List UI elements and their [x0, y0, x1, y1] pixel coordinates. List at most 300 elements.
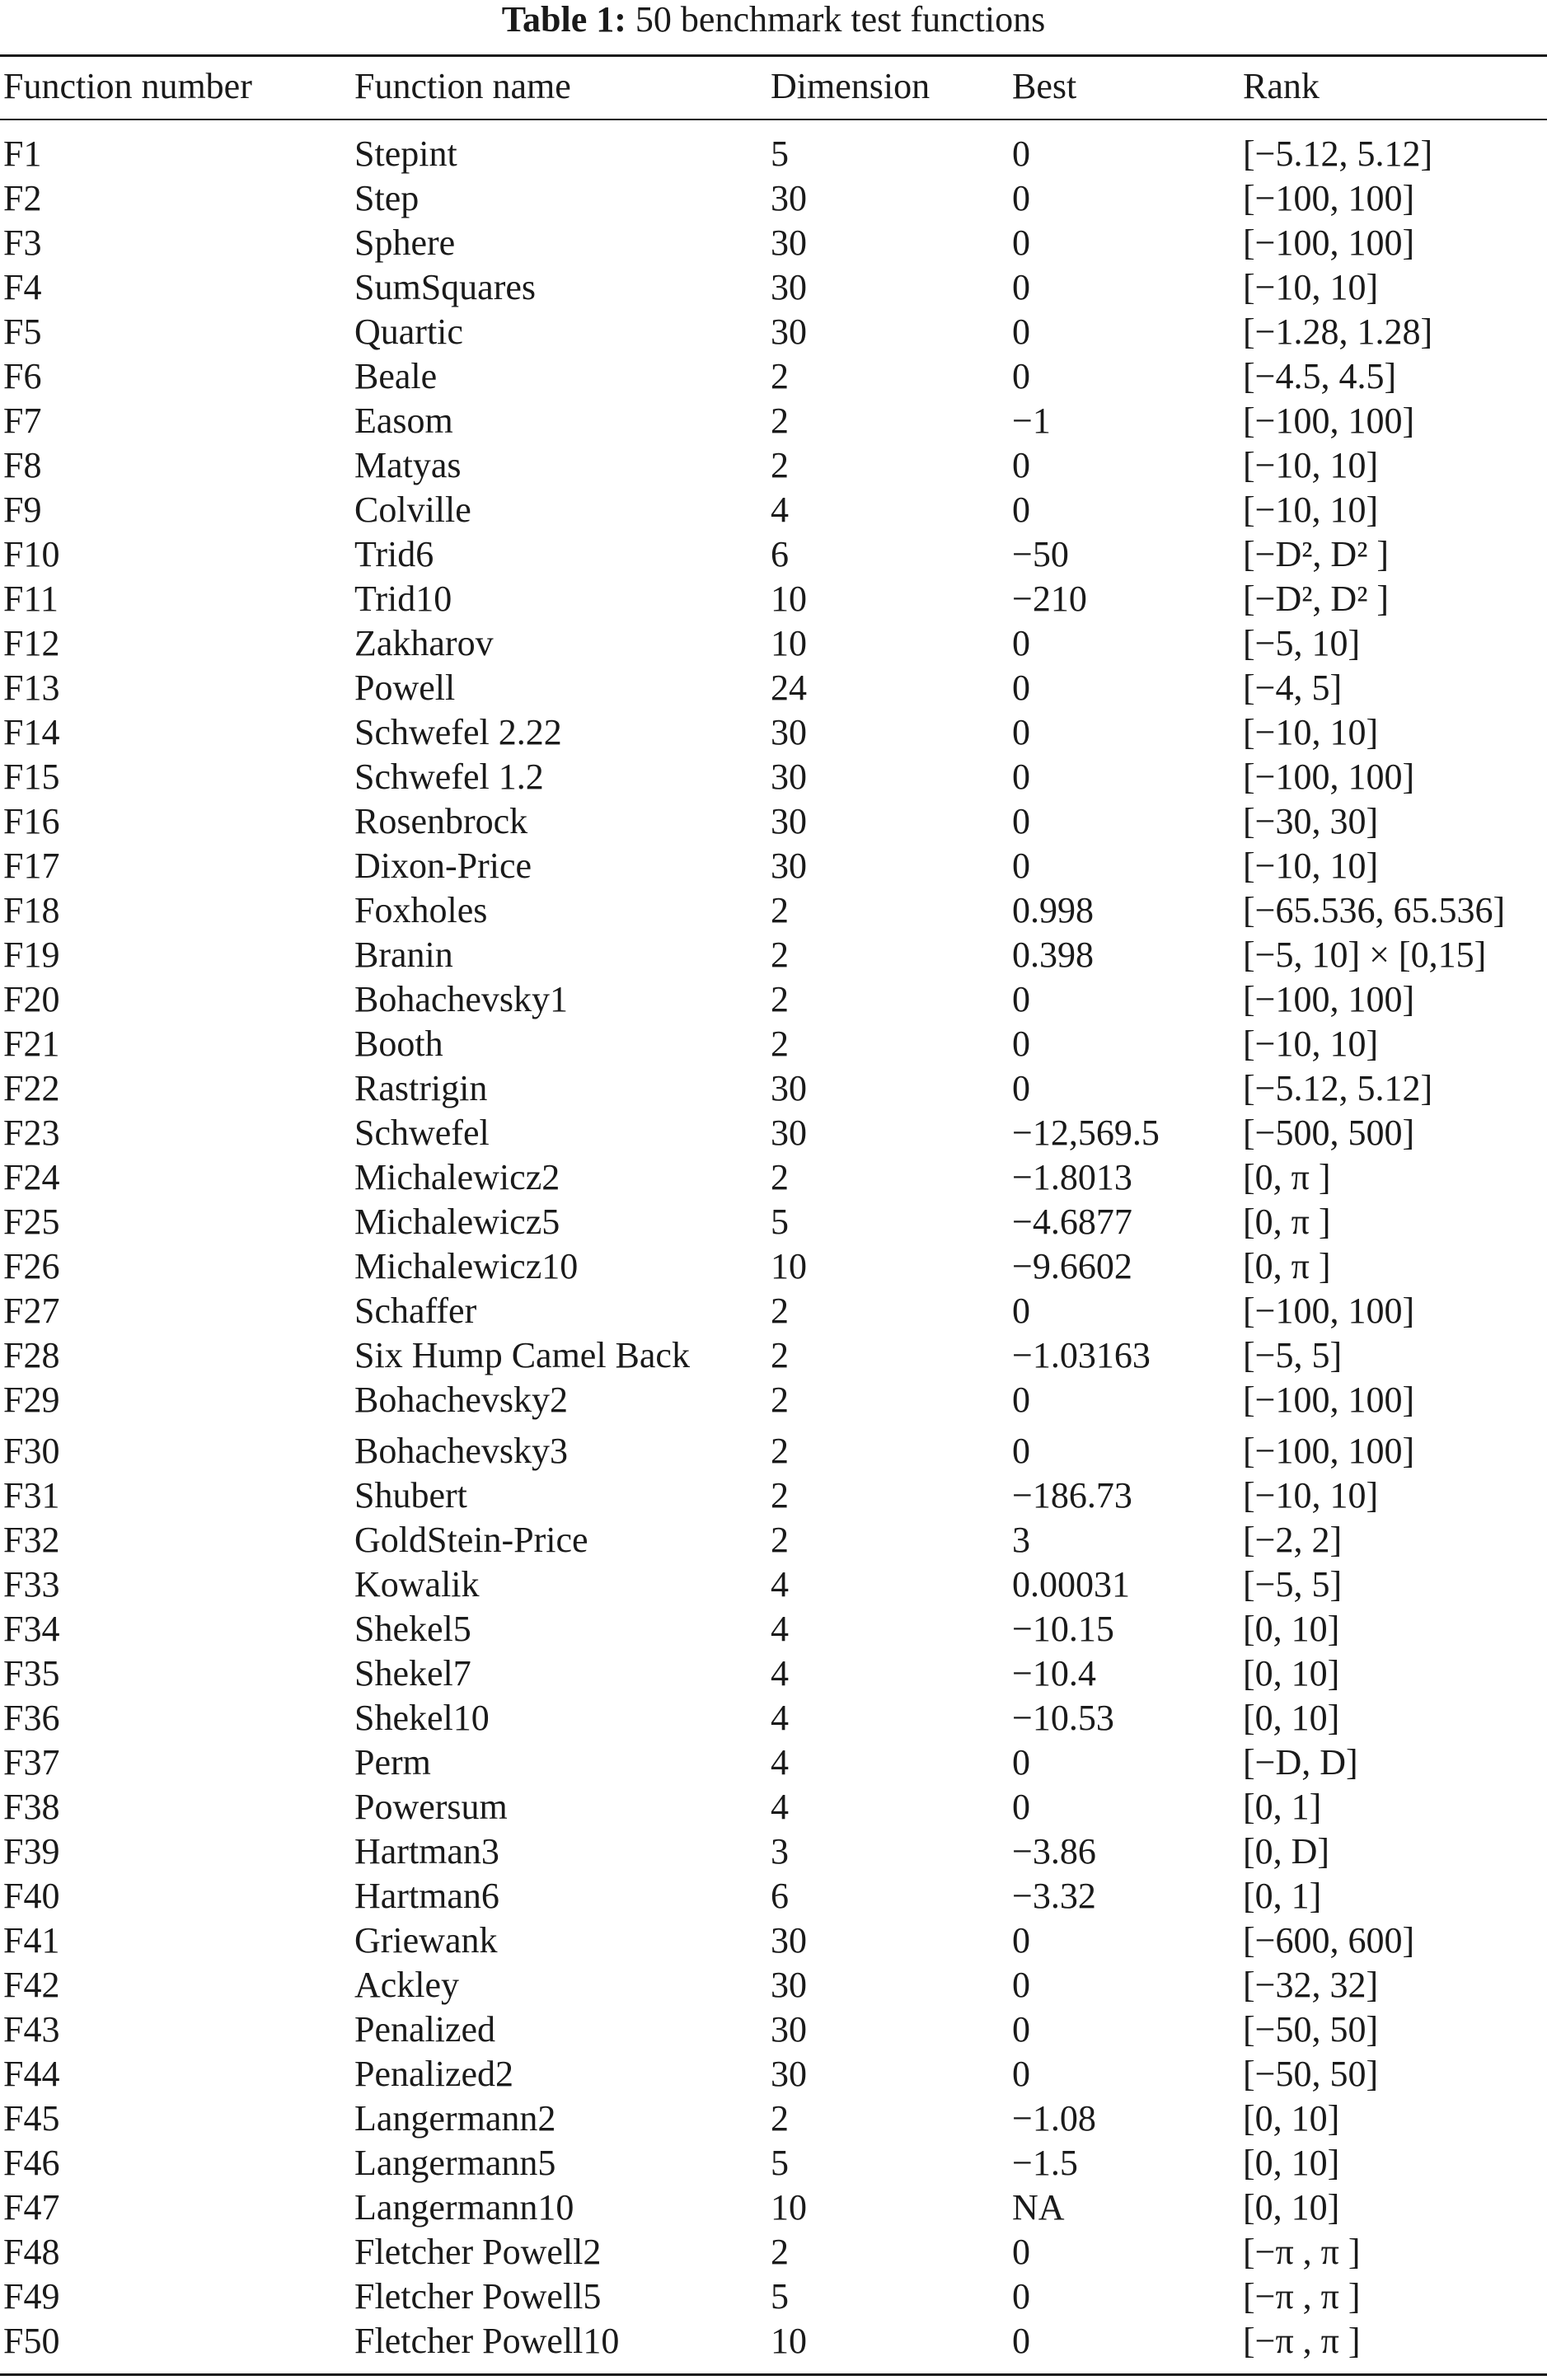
function-number-cell: F44: [3, 2054, 60, 2094]
function-name-cell: Powersum: [354, 1787, 508, 1827]
function-number-cell: F36: [3, 1698, 60, 1738]
table-row: [0, 844, 1547, 888]
function-name-cell: Stepint: [354, 134, 457, 174]
dimension-cell: 10: [771, 623, 807, 663]
rank-cell: [−100, 100]: [1243, 1291, 1415, 1331]
rank-cell: [0, D]: [1243, 1831, 1330, 1872]
dimension-cell: 2: [771, 1291, 789, 1331]
function-number-cell: F9: [3, 490, 42, 530]
function-number-cell: F49: [3, 2276, 60, 2317]
rank-cell: [−100, 100]: [1243, 401, 1415, 441]
best-cell: 0: [1012, 2009, 1030, 2050]
dimension-cell: 30: [771, 757, 807, 797]
table-row: [0, 1155, 1547, 1200]
best-cell: 0: [1012, 1380, 1030, 1420]
best-cell: 0: [1012, 1742, 1030, 1783]
table-row: [0, 2230, 1547, 2275]
table-row: [0, 132, 1547, 176]
function-number-cell: F22: [3, 1068, 60, 1108]
header-rank: Rank: [1243, 66, 1320, 106]
rank-cell: [0, 10]: [1243, 1609, 1340, 1649]
dimension-cell: 2: [771, 1380, 789, 1420]
best-cell: 0: [1012, 1068, 1030, 1108]
best-cell: 0: [1012, 979, 1030, 1019]
function-number-cell: F14: [3, 712, 60, 752]
dimension-cell: 5: [771, 134, 789, 174]
function-name-cell: Rosenbrock: [354, 801, 528, 841]
function-name-cell: Bohachevsky1: [354, 979, 569, 1019]
dimension-cell: 10: [771, 2321, 807, 2361]
dimension-cell: 30: [771, 1920, 807, 1961]
function-number-cell: F7: [3, 401, 42, 441]
rank-cell: [−2, 2]: [1243, 1520, 1343, 1560]
best-cell: 0: [1012, 223, 1030, 263]
dimension-cell: 4: [771, 1564, 789, 1605]
best-cell: −10.53: [1012, 1698, 1114, 1738]
dimension-cell: 2: [771, 935, 789, 975]
rank-cell: [−π , π ]: [1243, 2276, 1361, 2317]
dimension-cell: 30: [771, 1965, 807, 2005]
best-cell: 0: [1012, 1965, 1030, 2005]
rank-cell: [0, 10]: [1243, 2098, 1340, 2139]
table-row: [0, 310, 1547, 354]
function-number-cell: F28: [3, 1335, 60, 1375]
dimension-cell: 10: [771, 1246, 807, 1286]
dimension-cell: 30: [771, 312, 807, 352]
best-cell: −1.5: [1012, 2143, 1078, 2183]
function-name-cell: Branin: [354, 935, 453, 975]
function-number-cell: F5: [3, 312, 42, 352]
best-cell: −3.86: [1012, 1831, 1096, 1872]
table-row: [0, 666, 1547, 710]
best-cell: 0.00031: [1012, 1564, 1130, 1605]
function-number-cell: F38: [3, 1787, 60, 1827]
table-row: [0, 577, 1547, 621]
rank-cell: [−π , π ]: [1243, 2232, 1361, 2272]
table-row: [0, 1518, 1547, 1562]
rank-cell: [−32, 32]: [1243, 1965, 1379, 2005]
best-cell: 0: [1012, 134, 1030, 174]
best-cell: −10.4: [1012, 1653, 1096, 1694]
rank-cell: [−4.5, 4.5]: [1243, 356, 1397, 396]
rank-cell: [−5, 5]: [1243, 1335, 1343, 1375]
function-name-cell: Penalized2: [354, 2054, 514, 2094]
function-name-cell: Dixon-Price: [354, 846, 532, 886]
function-number-cell: F20: [3, 979, 60, 1019]
best-cell: 0: [1012, 2276, 1030, 2317]
function-number-cell: F39: [3, 1831, 60, 1872]
best-cell: 0: [1012, 356, 1030, 396]
dimension-cell: 2: [771, 1431, 789, 1471]
table-row: [0, 2097, 1547, 2141]
dimension-cell: 2: [771, 1024, 789, 1064]
table-row: [0, 399, 1547, 443]
rank-cell: [−100, 100]: [1243, 223, 1415, 263]
table-row: [0, 265, 1547, 310]
table-row: [0, 2275, 1547, 2319]
header-best: Best: [1012, 66, 1077, 106]
function-name-cell: Fletcher Powell10: [354, 2321, 620, 2361]
function-name-cell: Sphere: [354, 223, 456, 263]
function-number-cell: F41: [3, 1920, 60, 1961]
rank-cell: [0, 10]: [1243, 2143, 1340, 2183]
best-cell: 0: [1012, 1431, 1030, 1471]
function-number-cell: F43: [3, 2009, 60, 2050]
rank-cell: [−100, 100]: [1243, 1431, 1415, 1471]
rank-cell: [−1.28, 1.28]: [1243, 312, 1433, 352]
function-name-cell: Zakharov: [354, 623, 494, 663]
function-number-cell: F40: [3, 1876, 60, 1916]
function-name-cell: Langermann10: [354, 2187, 574, 2228]
rank-cell: [−D², D² ]: [1243, 534, 1390, 574]
rank-cell: [0, 1]: [1243, 1787, 1322, 1827]
dimension-cell: 30: [771, 712, 807, 752]
best-cell: 0: [1012, 2321, 1030, 2361]
function-name-cell: Colville: [354, 490, 471, 530]
dimension-cell: 30: [771, 1068, 807, 1108]
rank-cell: [−D, D]: [1243, 1742, 1358, 1783]
function-number-cell: F24: [3, 1157, 60, 1197]
function-name-cell: Matyas: [354, 445, 462, 485]
rank-cell: [0, 10]: [1243, 1653, 1340, 1694]
best-cell: −4.6877: [1012, 1202, 1132, 1242]
table-row: [0, 1740, 1547, 1785]
dimension-cell: 4: [771, 1787, 789, 1827]
rank-cell: [−50, 50]: [1243, 2054, 1379, 2094]
dimension-cell: 2: [771, 2232, 789, 2272]
table-row: [0, 621, 1547, 666]
rank-cell: [−5, 10]: [1243, 623, 1361, 663]
table-row: [0, 2319, 1547, 2364]
table-row: [0, 1919, 1547, 1963]
rank-cell: [0, π ]: [1243, 1246, 1331, 1286]
dimension-cell: 30: [771, 267, 807, 307]
header-function-number: Function number: [3, 66, 252, 106]
function-name-cell: Foxholes: [354, 890, 488, 930]
table-row: [0, 1651, 1547, 1696]
dimension-cell: 10: [771, 2187, 807, 2228]
function-number-cell: F8: [3, 445, 42, 485]
rank-cell: [−50, 50]: [1243, 2009, 1379, 2050]
function-name-cell: Bohachevsky3: [354, 1431, 569, 1471]
dimension-cell: 2: [771, 356, 789, 396]
function-name-cell: Langermann2: [354, 2098, 556, 2139]
table-row: [0, 1022, 1547, 1066]
function-number-cell: F31: [3, 1475, 60, 1516]
dimension-cell: 24: [771, 668, 807, 708]
best-cell: 0: [1012, 2232, 1030, 2272]
header-dimension: Dimension: [771, 66, 931, 106]
function-number-cell: F35: [3, 1653, 60, 1694]
table-row: [0, 1378, 1547, 1422]
function-number-cell: F10: [3, 534, 60, 574]
best-cell: 0: [1012, 668, 1030, 708]
function-number-cell: F18: [3, 890, 60, 930]
rank-cell: [−65.536, 65.536]: [1243, 890, 1506, 930]
function-name-cell: Schaffer: [354, 1291, 477, 1331]
function-number-cell: F19: [3, 935, 60, 975]
dimension-cell: 2: [771, 979, 789, 1019]
table-row: [0, 799, 1547, 844]
function-name-cell: Michalewicz5: [354, 1202, 560, 1242]
function-number-cell: F37: [3, 1742, 60, 1783]
table-row: [0, 1696, 1547, 1740]
dimension-cell: 4: [771, 1609, 789, 1649]
rank-cell: [−5, 5]: [1243, 1564, 1343, 1605]
table-row: [0, 354, 1547, 399]
best-cell: −186.73: [1012, 1475, 1132, 1516]
dimension-cell: 2: [771, 890, 789, 930]
table-header-row: [0, 58, 1547, 115]
rank-cell: [−10, 10]: [1243, 490, 1379, 530]
best-cell: −1.08: [1012, 2098, 1096, 2139]
function-name-cell: Shubert: [354, 1475, 467, 1516]
function-name-cell: Kowalik: [354, 1564, 480, 1605]
function-name-cell: Easom: [354, 401, 453, 441]
best-cell: NA: [1012, 2187, 1065, 2228]
caption-label: Table 1:: [501, 0, 626, 40]
rank-cell: [−4, 5]: [1243, 668, 1343, 708]
function-number-cell: F16: [3, 801, 60, 841]
rank-cell: [−5.12, 5.12]: [1243, 134, 1433, 174]
best-cell: −1.03163: [1012, 1335, 1151, 1375]
rank-cell: [−10, 10]: [1243, 267, 1379, 307]
best-cell: 0: [1012, 1920, 1030, 1961]
dimension-cell: 2: [771, 1335, 789, 1375]
table-row: [0, 1111, 1547, 1155]
function-number-cell: F23: [3, 1113, 60, 1153]
best-cell: 0: [1012, 1787, 1030, 1827]
best-cell: −9.6602: [1012, 1246, 1132, 1286]
rank-cell: [−π , π ]: [1243, 2321, 1361, 2361]
function-name-cell: Michalewicz2: [354, 1157, 560, 1197]
function-number-cell: F33: [3, 1564, 60, 1605]
function-number-cell: F11: [3, 579, 59, 619]
best-cell: 0: [1012, 801, 1030, 841]
function-number-cell: F4: [3, 267, 42, 307]
function-name-cell: Schwefel 2.22: [354, 712, 562, 752]
dimension-cell: 2: [771, 1157, 789, 1197]
best-cell: −1: [1012, 401, 1051, 441]
best-cell: 0: [1012, 1024, 1030, 1064]
best-cell: 0: [1012, 623, 1030, 663]
table-row: [0, 1289, 1547, 1333]
function-name-cell: Schwefel: [354, 1113, 490, 1153]
table-row: [0, 1607, 1547, 1651]
table-row: [0, 488, 1547, 532]
function-name-cell: Quartic: [354, 312, 463, 352]
dimension-cell: 5: [771, 2276, 789, 2317]
function-number-cell: F17: [3, 846, 60, 886]
rank-cell: [0, π ]: [1243, 1157, 1331, 1197]
table-caption: [0, 0, 1547, 40]
dimension-cell: 2: [771, 1475, 789, 1516]
table-row: [0, 2052, 1547, 2097]
function-name-cell: Hartman3: [354, 1831, 499, 1872]
rank-cell: [−100, 100]: [1243, 979, 1415, 1019]
best-cell: −12,569.5: [1012, 1113, 1160, 1153]
function-number-cell: F48: [3, 2232, 60, 2272]
best-cell: −210: [1012, 579, 1087, 619]
function-name-cell: Powell: [354, 668, 456, 708]
function-number-cell: F12: [3, 623, 60, 663]
rank-cell: [−500, 500]: [1243, 1113, 1415, 1153]
best-cell: 0: [1012, 2054, 1030, 2094]
header-function-name: Function name: [354, 66, 571, 106]
function-name-cell: Perm: [354, 1742, 431, 1783]
function-name-cell: Penalized: [354, 2009, 496, 2050]
function-number-cell: F30: [3, 1431, 60, 1471]
best-cell: −50: [1012, 534, 1069, 574]
rank-cell: [−600, 600]: [1243, 1920, 1415, 1961]
table-row: [0, 443, 1547, 488]
dimension-cell: 30: [771, 178, 807, 218]
table-row: [0, 2141, 1547, 2186]
function-number-cell: F1: [3, 134, 42, 174]
table-row: [0, 710, 1547, 755]
function-name-cell: Shekel7: [354, 1653, 471, 1694]
dimension-cell: 4: [771, 1698, 789, 1738]
function-name-cell: Hartman6: [354, 1876, 499, 1916]
best-cell: 0.398: [1012, 935, 1094, 975]
dimension-cell: 2: [771, 445, 789, 485]
table-row: [0, 1066, 1547, 1111]
dimension-cell: 5: [771, 2143, 789, 2183]
table-row: [0, 1785, 1547, 1830]
table-row: [0, 2186, 1547, 2230]
function-number-cell: F15: [3, 757, 60, 797]
dimension-cell: 6: [771, 1876, 789, 1916]
best-cell: 0: [1012, 490, 1030, 530]
function-number-cell: F26: [3, 1246, 60, 1286]
dimension-cell: 2: [771, 401, 789, 441]
dimension-cell: 30: [771, 2054, 807, 2094]
function-number-cell: F13: [3, 668, 60, 708]
rank-cell: [−5, 10] × [0,15]: [1243, 935, 1487, 975]
function-number-cell: F34: [3, 1609, 60, 1649]
best-cell: −10.15: [1012, 1609, 1114, 1649]
function-name-cell: Booth: [354, 1024, 443, 1064]
best-cell: 0: [1012, 1291, 1030, 1331]
rank-cell: [0, π ]: [1243, 1202, 1331, 1242]
function-number-cell: F25: [3, 1202, 60, 1242]
function-name-cell: Step: [354, 178, 420, 218]
function-name-cell: Trid6: [354, 534, 434, 574]
dimension-cell: 30: [771, 846, 807, 886]
function-number-cell: F47: [3, 2187, 60, 2228]
function-name-cell: Langermann5: [354, 2143, 556, 2183]
function-name-cell: Fletcher Powell5: [354, 2276, 602, 2317]
dimension-cell: 2: [771, 2098, 789, 2139]
table-header-rule: [0, 119, 1547, 120]
function-number-cell: F6: [3, 356, 42, 396]
rank-cell: [−5.12, 5.12]: [1243, 1068, 1433, 1108]
best-cell: 0: [1012, 267, 1030, 307]
table-row: [0, 888, 1547, 933]
table-row: [0, 1874, 1547, 1919]
table-row: [0, 977, 1547, 1022]
function-name-cell: Ackley: [354, 1965, 460, 2005]
dimension-cell: 30: [771, 223, 807, 263]
function-name-cell: GoldStein-Price: [354, 1520, 588, 1560]
table-row: [0, 1333, 1547, 1378]
dimension-cell: 30: [771, 1113, 807, 1153]
best-cell: 0: [1012, 178, 1030, 218]
function-name-cell: Schwefel 1.2: [354, 757, 544, 797]
best-cell: 0: [1012, 445, 1030, 485]
best-cell: −3.32: [1012, 1876, 1096, 1916]
function-number-cell: F50: [3, 2321, 60, 2361]
dimension-cell: 2: [771, 1520, 789, 1560]
dimension-cell: 5: [771, 1202, 789, 1242]
best-cell: 0: [1012, 712, 1030, 752]
rank-cell: [−100, 100]: [1243, 757, 1415, 797]
rank-cell: [0, 10]: [1243, 1698, 1340, 1738]
function-number-cell: F2: [3, 178, 42, 218]
dimension-cell: 4: [771, 1742, 789, 1783]
function-number-cell: F29: [3, 1380, 60, 1420]
function-name-cell: Fletcher Powell2: [354, 2232, 602, 2272]
table-row: [0, 1429, 1547, 1473]
dimension-cell: 30: [771, 801, 807, 841]
table-row: [0, 1200, 1547, 1244]
rank-cell: [−10, 10]: [1243, 846, 1379, 886]
dimension-cell: 3: [771, 1831, 789, 1872]
best-cell: 0.998: [1012, 890, 1094, 930]
best-cell: 0: [1012, 846, 1030, 886]
table-row: [0, 1562, 1547, 1607]
rank-cell: [−10, 10]: [1243, 1475, 1379, 1516]
table-top-rule: [0, 54, 1547, 57]
table-row: [0, 1244, 1547, 1289]
function-name-cell: Shekel10: [354, 1698, 490, 1738]
function-number-cell: F42: [3, 1965, 60, 2005]
best-cell: 0: [1012, 757, 1030, 797]
function-name-cell: SumSquares: [354, 267, 536, 307]
table-body: [0, 132, 1547, 2364]
best-cell: 0: [1012, 312, 1030, 352]
function-number-cell: F32: [3, 1520, 60, 1560]
dimension-cell: 6: [771, 534, 789, 574]
table-row: [0, 1473, 1547, 1518]
rank-cell: [−100, 100]: [1243, 1380, 1415, 1420]
function-name-cell: Griewank: [354, 1920, 498, 1961]
table-bottom-rule: [0, 2373, 1547, 2376]
table-row: [0, 933, 1547, 977]
function-name-cell: Trid10: [354, 579, 452, 619]
function-name-cell: Bohachevsky2: [354, 1380, 569, 1420]
best-cell: −1.8013: [1012, 1157, 1132, 1197]
function-name-cell: Rastrigin: [354, 1068, 488, 1108]
rank-cell: [−10, 10]: [1243, 1024, 1379, 1064]
dimension-cell: 4: [771, 1653, 789, 1694]
function-number-cell: F45: [3, 2098, 60, 2139]
rank-cell: [−100, 100]: [1243, 178, 1415, 218]
table-row: [0, 2008, 1547, 2052]
dimension-cell: 10: [771, 579, 807, 619]
table-row: [0, 1830, 1547, 1874]
rank-cell: [−30, 30]: [1243, 801, 1379, 841]
caption-title: 50 benchmark test functions: [635, 0, 1046, 40]
rank-cell: [0, 1]: [1243, 1876, 1322, 1916]
function-name-cell: Beale: [354, 356, 438, 396]
function-number-cell: F3: [3, 223, 42, 263]
table-row: [0, 221, 1547, 265]
function-number-cell: F27: [3, 1291, 60, 1331]
best-cell: 3: [1012, 1520, 1030, 1560]
table-row: [0, 176, 1547, 221]
function-name-cell: Michalewicz10: [354, 1246, 579, 1286]
